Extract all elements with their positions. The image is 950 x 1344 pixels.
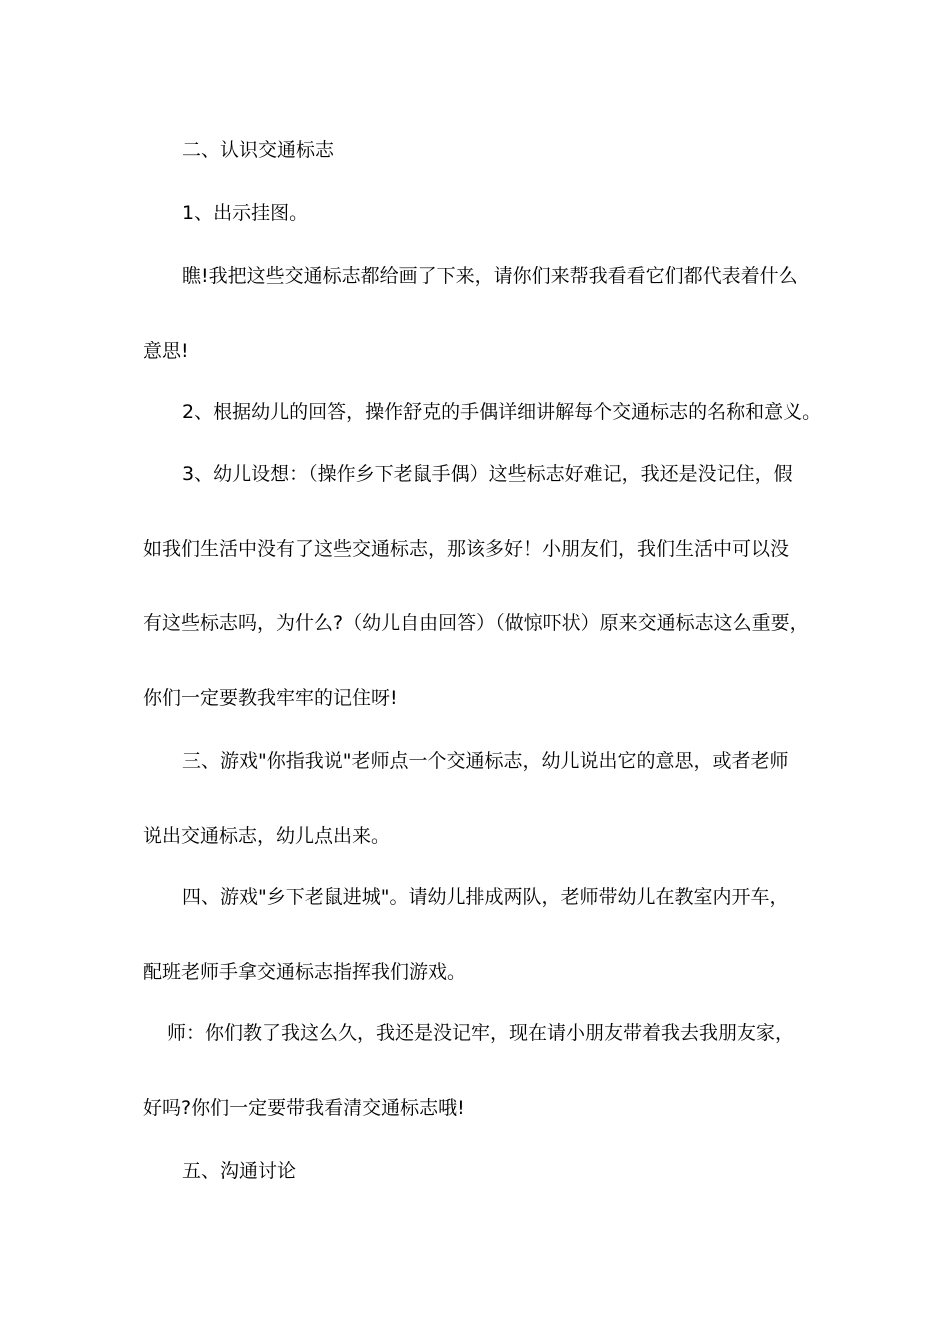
step-1: 1、出示挂图。 xyxy=(182,202,309,224)
paragraph-line: 好吗?你们一定要带我看清交通标志哦! xyxy=(143,1097,465,1119)
paragraph-line: 如我们生活中没有了这些交通标志，那该多好！小朋友们，我们生活中可以没 xyxy=(143,538,790,560)
paragraph-line: 说出交通标志，幼儿点出来。 xyxy=(143,825,391,847)
step-3: 3、幼儿设想：（操作乡下老鼠手偶）这些标志好难记，我还是没记住，假 xyxy=(182,463,793,485)
section-heading-4: 四、游戏"乡下老鼠进城"。请幼儿排成两队，老师带幼儿在教室内开车， xyxy=(182,886,789,908)
teacher-dialogue: 师：你们教了我这么久，我还是没记牢，现在请小朋友带着我去我朋友家， xyxy=(167,1022,795,1044)
section-heading-2: 二、认识交通标志 xyxy=(182,139,335,161)
section-heading-3: 三、游戏"你指我说"老师点一个交通标志，幼儿说出它的意思，或者老师 xyxy=(182,750,789,772)
step-2: 2、根据幼儿的回答，操作舒克的手偶详细讲解每个交通标志的名称和意义。 xyxy=(182,401,822,423)
paragraph-line: 配班老师手拿交通标志指挥我们游戏。 xyxy=(143,961,467,983)
paragraph-line: 瞧!我把这些交通标志都给画了下来，请你们来帮我看看它们都代表着什么 xyxy=(182,265,798,287)
section-heading-5: 五、沟通讨论 xyxy=(182,1160,297,1182)
paragraph-line: 你们一定要教我牢牢的记住呀! xyxy=(143,687,398,709)
paragraph-line: 有这些标志吗，为什么?（幼儿自由回答）（做惊吓状）原来交通标志这么重要， xyxy=(143,612,809,634)
paragraph-line: 意思! xyxy=(143,340,189,362)
